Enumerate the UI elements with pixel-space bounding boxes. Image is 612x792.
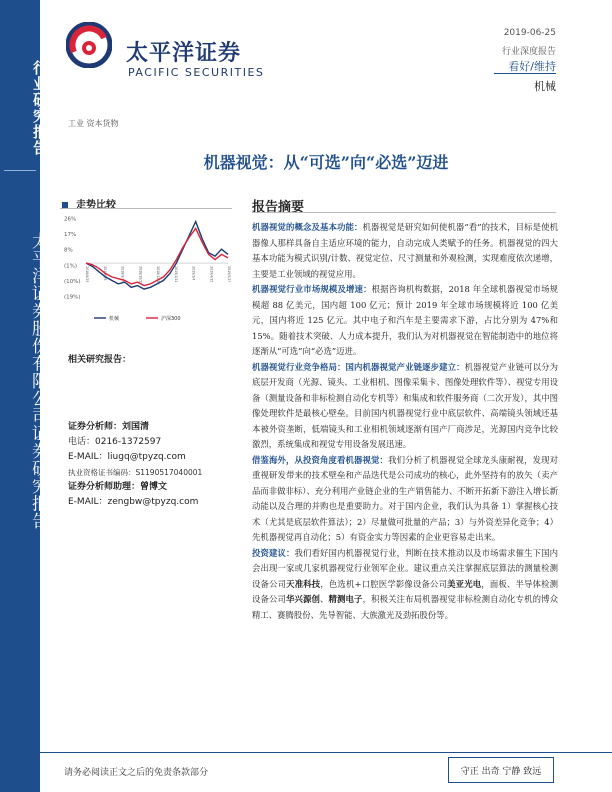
x-tick-label: 2019/1/21 [173, 266, 178, 283]
x-tick-label: 2018/10/29 [138, 266, 143, 285]
analyst-block [68, 420, 202, 510]
x-tick-label: 2018/6/25 [85, 266, 89, 283]
trend-chart [64, 212, 232, 330]
footer-divider [40, 752, 612, 753]
x-tick-label: 2019/5/27 [227, 266, 231, 283]
trend-heading-text: 走势比较 [76, 200, 116, 211]
footer-disclaimer: 请务必阅读正文之后的免责条款部分 [64, 768, 209, 778]
analyst-email: E-MAIL：liugq@tpyzq.com [68, 452, 186, 462]
x-tick-label: 2018/8/6 [102, 266, 107, 281]
sector: 机械 [534, 80, 556, 93]
summary-paragraph: 机器视觉行业市场规模及增速：根据咨询机构数据，2018 年全球机器视觉市场规模超 88 亿美元，国内超 100 亿元；预计 2019 年全球市场规模将近 100 亿美元，国内将近 125 亿元。其中电子和汽车是主要需求下游，占比分别为 47%和 15%。随着技术突破、人力成本提升，我们认为对机器视觉在智能制造中的地位将逐渐从“可选”向“必选”迈进。 [252, 284, 559, 356]
sidebar-company: 太平洋证券股份有限公司证券研究报告 [28, 232, 48, 530]
y-tick-label: 26% [64, 216, 77, 223]
summary-heading: 报告摘要 [252, 200, 305, 215]
assistant-name: 证券分析师助理：曾博文 [68, 482, 168, 492]
company-name-en: PACIFIC SECURITIES [128, 66, 265, 79]
breadcrumb: 工业 资本货物 [68, 119, 119, 128]
summary-paragraph: 借鉴海外，从投资角度看机器视觉：我们分析了机器视觉全球龙头康耐视，发现对重视研发带来的技术壁垒和产品迭代是公司成功的核心，此外坚持有的放矢（卖产品而非做非标）、充分利用产业链企业的生产销售能力、不断开拓新下游注入增长新动能以及合理的并购也是重要助力。对于国内企业，我们认为具备 1）掌握核心技术（尤其是底层软件算法）；2）尽量做可批量的产品；3）与外资差异化竞争；4）先机器视觉再自动化；5）有资金实力等因素的企业更容易走出来。 [252, 454, 559, 542]
y-tick-label: (19%) [64, 294, 81, 301]
footer-motto: 守正 出奇 宁静 致远 [448, 757, 554, 783]
summary-body [252, 220, 558, 623]
rating: 看好/维持 [508, 60, 556, 73]
trend-divider [60, 208, 232, 209]
x-tick-label: 2019/3/4 [191, 266, 196, 281]
summary-paragraph: 投资建议：我们看好国内机器视觉行业，判断在技术推动以及市场需求催生下国内会出现一家或几家机器视觉行业领军企业。建议重点关注掌握底层算法的测量检测设备公司天准科技，色选机+口腔医学影像设备公司美亚光电，面板、半导体检测设备公司华兴源创、精测电子，积极关注布局机器视觉非标检测自动化专机的博众精工、赛腾股份、先导智能、大族激光及劲拓股份等。 [252, 547, 559, 620]
header-divider [494, 73, 556, 74]
sidebar-report-type: 行业研究报告 [31, 60, 49, 156]
analyst-phone: 电话：0216-1372597 [68, 437, 162, 447]
company-name-cn: 太平洋证券 [126, 41, 242, 66]
x-tick-label: 2018/12/10 [156, 266, 160, 285]
sidebar [0, 0, 49, 792]
x-tick-label: 2018/9/17 [120, 266, 125, 283]
analyst-name: 证券分析师：刘国清 [68, 422, 150, 432]
x-tick-label: 2019/4/15 [209, 266, 214, 283]
related-reports-heading: 相关研究报告： [68, 355, 132, 365]
page-title: 机器视觉：从“可选”向“必选”迈进 [203, 153, 449, 172]
assistant-email: E-MAIL：zengbw@tpyzq.com [68, 497, 199, 507]
report-date: 2019-06-25 [503, 28, 556, 38]
legend-label: 机械 [109, 316, 120, 322]
summary-divider [252, 212, 556, 213]
y-tick-label: 17% [64, 232, 77, 239]
legend-label: 沪深300 [161, 316, 181, 322]
y-tick-label: 8% [64, 247, 73, 254]
y-tick-label: (10%) [64, 278, 81, 285]
y-tick-label: (1%) [64, 263, 78, 270]
pacific-logo-icon [66, 22, 112, 68]
analyst-license: 执业资格证书编码：S1190517040001 [68, 468, 203, 477]
summary-paragraph: 机器视觉的概念及基本功能：机器视觉是研究如何使机器“看”的技术，目标是使机器像人那样具备自主适应环境的能力，自动完成人类赋予的任务。机器视觉的四大基本功能为模式识别/计数、视觉定位、尺寸测量和外观检测，实现难度依次递增，主要是工业领域的视觉应用。 [252, 222, 559, 279]
summary-paragraph: 机器视觉行业竞争格局：国内机器视觉产业链逐步建立：机器视觉产业链可以分为底层开发商（光源、镜头、工业相机、图像采集卡、图像处理软件等）、视觉专用设备（测量设备和非标检测自动化专机等）和集成和软件服务商（二次开发），其中图像处理软件是最核心壁垒。目前国内机器视觉行业中底层软件、高端镜头领域还基本被外资垄断，低端镜头和工业相机领域逐渐有国产厂商涉足，光源国内竞争比较激烈，系统集成和视觉专用设备发展迅速。 [252, 361, 559, 449]
report-type: 行业深度报告 [501, 47, 556, 57]
